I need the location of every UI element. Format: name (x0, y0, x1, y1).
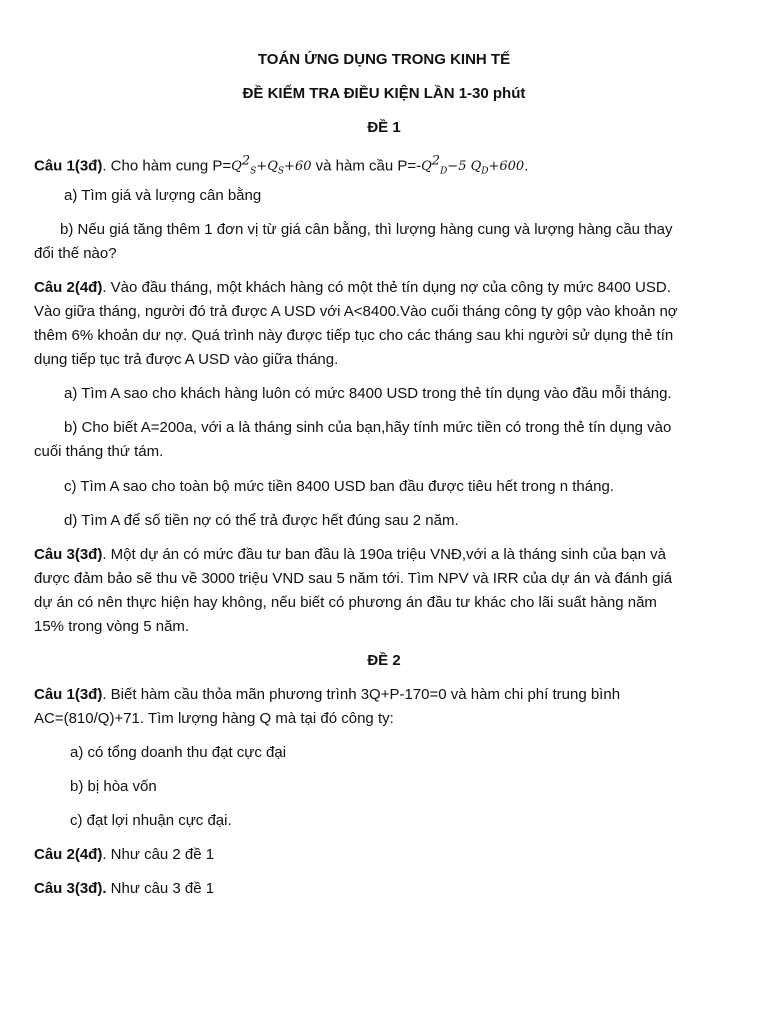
de1-q1-mid: và hàm cầu P=- (311, 157, 422, 175)
de1-q1-b-line2: đổi thế nào? (34, 245, 117, 262)
de1-q1-line: Câu 1(3đ). Cho hàm cung $P=Q^2_S+Q_S+60$ và hàm cầu $P=-Q^2_D-5$ $Q_D+600$. (34, 154, 529, 177)
de1-q2-line3: thêm 6% khoản dư nợ. Quá trình này được tiếp tục cho các tháng sau khi người sử dụng thẻ tín (34, 327, 674, 344)
de2-q1-line1 (34, 685, 620, 705)
de2-q2-line (34, 845, 214, 865)
de1-q2-line1 (34, 278, 671, 298)
de1-q2-c: c) Tìm A sao cho toàn bộ mức tiền 8400 USD ban đầu được tiêu hết trong n tháng. (64, 478, 614, 495)
supply-function: $Q^2_S+Q_S+60$ (231, 154, 312, 177)
section-heading-de2: ĐỀ 2 (367, 652, 401, 669)
de1-q3-text1: . Một dự án có mức đầu tư ban đầu là 190a triệu VNĐ,với a là tháng sinh của bạn và (102, 546, 666, 563)
de2-q1-text1: . Biết hàm cầu thỏa mãn phương trình 3Q+P-170=0 và hàm chi phí trung bình (102, 686, 621, 703)
de1-q3-line4: 15% trong vòng 5 năm. (34, 618, 190, 635)
de1-q2-b-line1: b) Cho biết A=200a, với a là tháng sinh của bạn,hãy tính mức tiền có trong thẻ tín dụng vào (64, 419, 672, 436)
exam-subtitle: ĐỀ KIỂM TRA ĐIỀU KIỆN LẦN 1-30 phút (242, 85, 526, 102)
de2-q2-text: . Như câu 2 đề 1 (102, 846, 215, 863)
de1-q2-b-line2: cuối tháng thứ tám. (34, 443, 164, 460)
de1-q1-a: a) Tìm giá và lượng cân bằng (64, 187, 262, 204)
page-title: TOÁN ỨNG DỤNG TRONG KINH TẾ (257, 51, 511, 68)
de2-q3-text: Như câu 3 đề 1 (106, 880, 215, 897)
de2-q1-a: a) có tổng doanh thu đạt cực đại (70, 744, 287, 761)
de1-q2-label: Câu 2(4đ) (34, 279, 103, 296)
de1-q3-line1 (34, 545, 666, 565)
de2-q3-line (34, 879, 214, 899)
de1-q2-line2: Vào giữa tháng, người đó trả được A USD với A<8400.Vào cuối tháng công ty gộp vào khoản nợ (34, 303, 678, 320)
de1-q3-line3: dự án có nên thực hiện hay không, nếu biết có phương án đầu tư khác cho lãi suất hàng năm (34, 594, 657, 611)
de1-q2-line4: dụng tiếp tục trả được A USD vào giữa tháng. (34, 351, 339, 368)
de1-q1-label: Câu 1(3đ) (34, 157, 103, 175)
de2-q2-label: Câu 2(4đ) (34, 846, 103, 863)
section-heading-de1: ĐỀ 1 (367, 119, 401, 136)
de1-q2-d: d) Tìm A để số tiền nợ có thể trả được hết đúng sau 2 năm. (64, 512, 459, 529)
de1-q2-a: a) Tìm A sao cho khách hàng luôn có mức 8400 USD trong thẻ tín dụng vào đầu mỗi tháng. (64, 385, 672, 402)
de2-q1-b: b) bị hòa vốn (70, 778, 157, 795)
de2-q1-line2: AC=(810/Q)+71. Tìm lượng hàng Q mà tại đó công ty: (34, 710, 394, 727)
demand-function: $Q^2_D-5$ $Q_D+600$ (421, 154, 525, 177)
de2-q1-c: c) đạt lợi nhuận cực đại. (70, 812, 232, 829)
de1-q1-intro: . Cho hàm cung P= (102, 157, 232, 175)
de1-q2-text1: . Vào đầu tháng, một khách hàng có một thẻ tín dụng nợ của công ty mức 8400 USD. (102, 279, 671, 296)
de1-q3-line2: được đảm bảo sẽ thu về 3000 triệu VND sau 5 năm tới. Tìm NPV và IRR của dự án và đánh giá (34, 570, 673, 587)
de2-q1-label: Câu 1(3đ) (34, 686, 103, 703)
de1-q1-b-line1: b) Nếu giá tăng thêm 1 đơn vị từ giá cân bằng, thì lượng hàng cung và lượng hàng cầu thay (60, 221, 673, 238)
de2-q3-label: Câu 3(3đ). (34, 880, 107, 897)
de1-q3-label: Câu 3(3đ) (34, 546, 103, 563)
